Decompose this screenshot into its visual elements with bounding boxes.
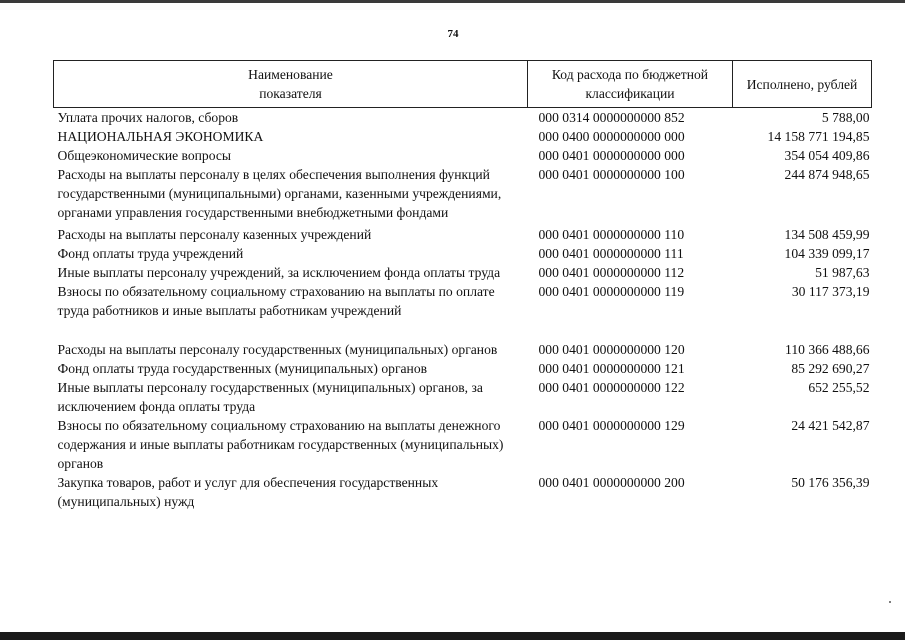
row-name: Фонд оплаты труда учреждений xyxy=(57,246,244,261)
table-row xyxy=(54,416,872,473)
row-name: Взносы по обязательному социальному страхованию на выплаты денежного содержания и иные выплаты работникам государственных (муниципальных) органов xyxy=(57,418,504,471)
row-code: 000 0401 0000000000 100 xyxy=(538,167,685,182)
table-row xyxy=(54,225,872,244)
page-bottom-border xyxy=(0,632,905,640)
row-name: Иные выплаты персоналу учреждений, за исключением фонда оплаты труда xyxy=(57,265,501,280)
row-name: Взносы по обязательному социальному страхованию на выплаты по оплате труда работников и иные выплаты работникам учреждений xyxy=(57,284,495,318)
table-row xyxy=(54,263,872,282)
page-top-border xyxy=(0,0,905,3)
table-row xyxy=(54,244,872,263)
row-code: 000 0401 0000000000 120 xyxy=(538,342,685,357)
row-name: НАЦИОНАЛЬНАЯ ЭКОНОМИКА xyxy=(57,129,264,144)
row-name: Расходы на выплаты персоналу государственных (муниципальных) органов xyxy=(57,342,498,357)
row-code: 000 0401 0000000000 121 xyxy=(538,361,685,376)
row-sum: 244 874 948,65 xyxy=(784,167,870,182)
table-row xyxy=(54,473,872,511)
row-name: Общеэкономические вопросы xyxy=(57,148,232,163)
row-code: 000 0400 0000000000 000 xyxy=(538,129,685,144)
row-sum: 354 054 409,86 xyxy=(784,148,870,163)
row-sum: 30 117 373,19 xyxy=(791,284,870,299)
row-name: Расходы на выплаты персоналу казенных учреждений xyxy=(57,227,372,242)
row-sum: 85 292 690,27 xyxy=(791,361,870,376)
table-row xyxy=(54,165,872,225)
row-sum: 51 987,63 xyxy=(815,265,870,280)
row-sum: 5 788,00 xyxy=(821,110,870,125)
row-sum: 50 176 356,39 xyxy=(791,475,870,490)
table-row xyxy=(54,359,872,378)
table-row xyxy=(54,108,872,128)
table-header-row xyxy=(54,61,872,108)
table-row xyxy=(54,127,872,146)
row-code: 000 0401 0000000000 112 xyxy=(538,265,685,280)
page-number: 74 xyxy=(447,28,459,40)
row-sum: 14 158 771 194,85 xyxy=(767,129,870,144)
row-sum: 104 339 099,17 xyxy=(784,246,870,261)
header-sum: Исполнено, рублей xyxy=(733,61,872,108)
row-name: Уплата прочих налогов, сборов xyxy=(57,110,239,125)
row-name: Фонд оплаты труда государственных (муниципальных) органов xyxy=(57,361,428,376)
row-code: 000 0401 0000000000 200 xyxy=(538,475,685,490)
budget-execution-table xyxy=(53,60,872,511)
table-row xyxy=(54,340,872,359)
row-code: 000 0401 0000000000 119 xyxy=(538,284,685,299)
row-name: Закупка товаров, работ и услуг для обеспечения государственных (муниципальных) нужд xyxy=(57,475,439,509)
scan-speck xyxy=(889,601,891,603)
row-name: Расходы на выплаты персоналу в целях обеспечения выполнения функций государственными (муниципальными) органами, казенными учреждениями, органами управления государственными внебюджетными фондами xyxy=(57,167,502,220)
row-code: 000 0401 0000000000 111 xyxy=(538,246,684,261)
row-code: 000 0314 0000000000 852 xyxy=(538,110,685,125)
row-sum: 24 421 542,87 xyxy=(791,418,870,433)
row-name: Иные выплаты персоналу государственных (муниципальных) органов, за исключением фонда оплаты труда xyxy=(57,380,483,414)
header-code: Код расхода по бюджетной классификации xyxy=(528,61,733,108)
row-sum: 110 366 488,66 xyxy=(785,342,870,357)
table-row xyxy=(54,146,872,165)
row-code: 000 0401 0000000000 129 xyxy=(538,418,685,433)
row-code: 000 0401 0000000000 000 xyxy=(538,148,685,163)
row-code: 000 0401 0000000000 110 xyxy=(538,227,685,242)
row-sum: 652 255,52 xyxy=(808,380,870,395)
row-sum: 134 508 459,99 xyxy=(784,227,870,242)
row-code: 000 0401 0000000000 122 xyxy=(538,380,685,395)
table-row xyxy=(54,378,872,416)
table-row xyxy=(54,282,872,340)
header-name: Наименование показателя xyxy=(54,61,528,108)
